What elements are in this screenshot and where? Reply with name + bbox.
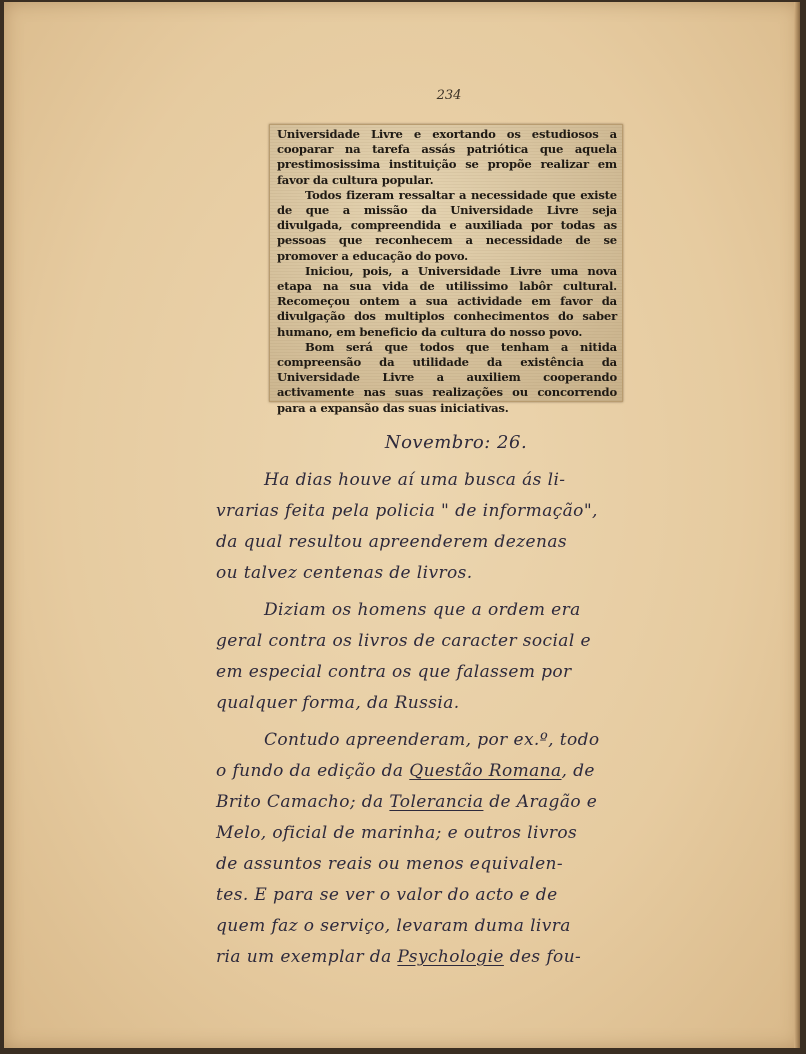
handwritten-line (216, 756, 696, 787)
handwritten-text: geral contra os livros de caracter social e (216, 631, 591, 651)
handwritten-line (216, 942, 696, 973)
handwritten-line (216, 595, 696, 626)
underlined-title: Questão Romana (409, 761, 562, 781)
manuscript-page (4, 2, 800, 1048)
handwritten-text: quem faz o serviço, levaram duma livra (216, 916, 571, 936)
clipping-paragraph: Universidade Livre e exortando os estudiosos a cooparar na tarefa assás patriótica que aquela prestimosissima instituição se propõe realizar em favor da cultura popular. (277, 127, 617, 187)
handwritten-line (216, 725, 696, 756)
handwritten-text: Melo, oficial de marinha; e outros livros (216, 823, 578, 843)
entry-date-heading: Novembro: 26. (384, 432, 528, 453)
handwritten-line (216, 880, 696, 911)
handwritten-text: vrarias feita pela policia " de informação", (216, 501, 598, 521)
handwritten-line (216, 849, 696, 880)
page-edge (794, 2, 800, 1048)
clipping-paragraph: Bom será que todos que tenham a nitida compreensão da utilidade da existência da Universidade Livre a auxiliem cooperando activamente nas suas realizações ou concorrendo para a expansão das suas iniciativas. (277, 339, 617, 415)
page-number: 234 (436, 88, 462, 103)
handwritten-text: , de (561, 761, 595, 781)
clipping-paragraph: Iniciou, pois, a Universidade Livre uma nova etapa na sua vida de utilissimo labôr cultural. Recomeçou ontem a sua actividade em favor da divulgação dos multiplos conhecimentos do saber humano, em beneficio da cultura do nosso povo. (277, 263, 617, 339)
handwritten-line (216, 787, 696, 818)
handwritten-line (216, 818, 696, 849)
handwritten-text: Ha dias houve aí uma busca ás li- (264, 470, 566, 490)
handwritten-text: em especial contra os que falassem por (216, 662, 572, 682)
handwritten-lines (216, 465, 696, 973)
handwritten-text: ria um exemplar da (216, 947, 398, 967)
handwritten-entry (216, 432, 696, 973)
handwritten-line (216, 657, 696, 688)
clipping-paragraph: Todos fizeram ressaltar a necessidade que existe de que a missão da Universidade Livre seja divulgada, compreendida e auxiliada por todas as pessoas que reconhecem a necessidade de se promover a educação do povo. (277, 187, 617, 263)
handwritten-line (216, 496, 696, 527)
newspaper-clipping (269, 124, 623, 415)
handwritten-text: de Aragão e (483, 792, 598, 812)
handwritten-text: des fou- (503, 947, 582, 967)
handwritten-line (216, 911, 696, 942)
handwritten-text: Contudo apreenderam, por ex.º, todo (264, 730, 600, 750)
handwritten-text: da qual resultou apreenderem dezenas (216, 532, 567, 552)
handwritten-text: tes. E para se ver o valor do acto e de (216, 885, 558, 905)
handwritten-line (216, 527, 696, 558)
underlined-title: Psychologie (397, 947, 504, 967)
handwritten-text: Brito Camacho; da (216, 792, 390, 812)
handwritten-text: de assuntos reais ou menos equivalen- (216, 854, 564, 874)
handwritten-text: ou talvez centenas de livros. (216, 563, 473, 583)
handwritten-text: qualquer forma, da Russia. (216, 693, 460, 713)
handwritten-line (216, 558, 696, 589)
handwritten-text: o fundo da edição da (216, 761, 410, 781)
underlined-title: Tolerancia (389, 792, 484, 812)
handwritten-line (216, 465, 696, 496)
handwritten-line (216, 688, 696, 719)
handwritten-line (216, 626, 696, 657)
handwritten-text: Diziam os homens que a ordem era (264, 600, 581, 620)
